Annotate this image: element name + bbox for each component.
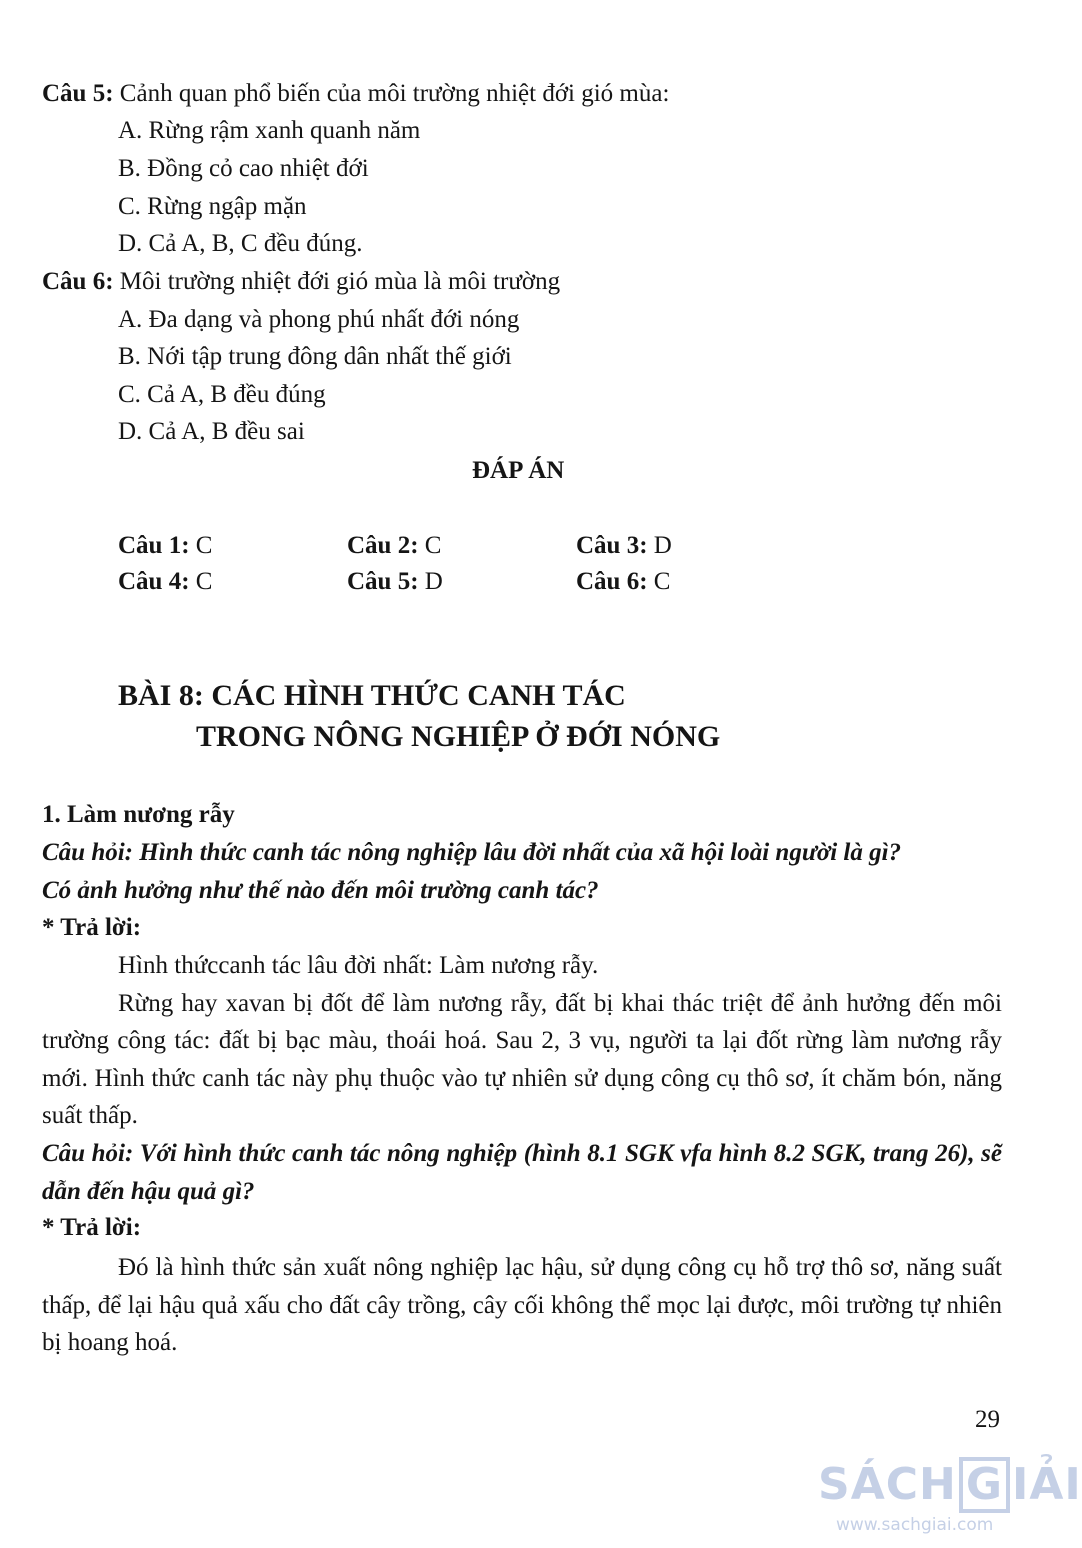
question-6-label: Câu 6: [42, 268, 114, 295]
question-6-text: Môi trường nhiệt đới gió mùa là môi trường [113, 268, 561, 295]
question-2: Câu hỏi: Với hình thức canh tác nông nghiệp (hình 8.1 SGK vfa hình 8.2 SGK, trang 26), sẽ dẫn đến hậu quả gì? [42, 1140, 1002, 1205]
answer-value: D [418, 568, 443, 595]
question-1-line-1: Câu hỏi: Hình thức canh tác nông nghiệp lâu đời nhất của xã hội loài người là gì? [42, 839, 902, 866]
watermark-url: www.sachgiai.com [836, 1515, 994, 1535]
question-5 [42, 78, 669, 110]
answer-label: Câu 5: [347, 568, 419, 595]
answer-item [576, 566, 670, 598]
answer-item [118, 566, 212, 598]
question-6-option-d: D. Cả A, B đều sai [118, 418, 305, 445]
answer-1-paragraph-1: Hình thứccanh tác lâu đời nhất: Làm nương rẫy. [118, 952, 599, 979]
answer-label: Câu 3: [576, 532, 648, 559]
question-5-text: Cảnh quan phổ biến của môi trường nhiệt đới gió mùa: [113, 80, 670, 107]
answer-1-paragraph-2: Rừng hay xavan bị đốt để làm nương rẫy, đất bị khai thác triệt để ảnh hưởng đến môi trường công tác: đất bị bạc màu, thoái hoá. Sau 2, 3 vụ, người ta lại đốt rừng làm nương rẫy mới. Hình thức canh tác này phụ thuộc vào tự nhiên sử dụng công cụ thô sơ, ít chăm bón, năng suất thấp. [42, 989, 1002, 1129]
answer-label: Câu 6: [576, 568, 648, 595]
section-heading: 1. Làm nương rẫy [42, 801, 235, 828]
question-6-option-a: A. Đa dạng và phong phú nhất đới nóng [118, 306, 520, 333]
page-number: 29 [975, 1406, 1000, 1433]
answers-heading: ĐÁP ÁN [472, 457, 565, 484]
question-5-option-d: D. Cả A, B, C đều đúng. [118, 230, 363, 257]
lesson-title-line-1: BÀI 8: CÁC HÌNH THỨC CANH TÁC [118, 679, 626, 712]
answer-label: Câu 2: [347, 532, 419, 559]
answer-value: C [189, 568, 213, 595]
answer-2-body [42, 1249, 1002, 1362]
answer-value: C [189, 532, 213, 559]
answer-2-paragraph: Đó là hình thức sản xuất nông nghiệp lạc hậu, sử dụng công cụ hỗ trợ thô sơ, năng suất thấp, để lại hậu quả xấu cho đất cây trồng, cây cối không thể mọc lại được, môi trường tự nhiên bị hoang hoá. [42, 1254, 1002, 1356]
question-6-option-c: C. Cả A, B đều đúng [118, 381, 326, 408]
answer-1-body [42, 947, 1002, 1135]
watermark-brand-box: G [959, 1457, 1010, 1513]
watermark-brand-right: IẢI [1011, 1459, 1082, 1510]
answer-item [347, 530, 441, 562]
answer-label: Câu 1: [118, 532, 190, 559]
answer-value: D [647, 532, 672, 559]
watermark-logo [818, 1455, 1082, 1515]
question-5-label: Câu 5: [42, 80, 114, 107]
answer-item [118, 530, 212, 562]
answer-label-2: * Trả lời: [42, 1214, 142, 1241]
question-5-option-b: B. Đồng cỏ cao nhiệt đới [118, 155, 369, 182]
answer-item [347, 566, 443, 598]
question-6 [42, 266, 560, 298]
answer-label: Câu 4: [118, 568, 190, 595]
question-6-option-b: B. Nới tập trung đông dân nhất thế giới [118, 343, 512, 370]
answer-value: C [418, 532, 442, 559]
question-5-option-c: C. Rừng ngập mặn [118, 193, 307, 220]
question-1-line-2: Có ảnh hưởng như thế nào đến môi trường canh tác? [42, 877, 599, 904]
question-5-option-a: A. Rừng rậm xanh quanh năm [118, 117, 421, 144]
watermark [818, 1455, 1082, 1545]
answer-value: C [647, 568, 671, 595]
lesson-title-line-2: TRONG NÔNG NGHIỆP Ở ĐỚI NÓNG [196, 720, 721, 753]
answer-label-1: * Trả lời: [42, 914, 142, 941]
answer-item [576, 530, 672, 562]
watermark-brand-left: SÁCH [818, 1459, 957, 1510]
